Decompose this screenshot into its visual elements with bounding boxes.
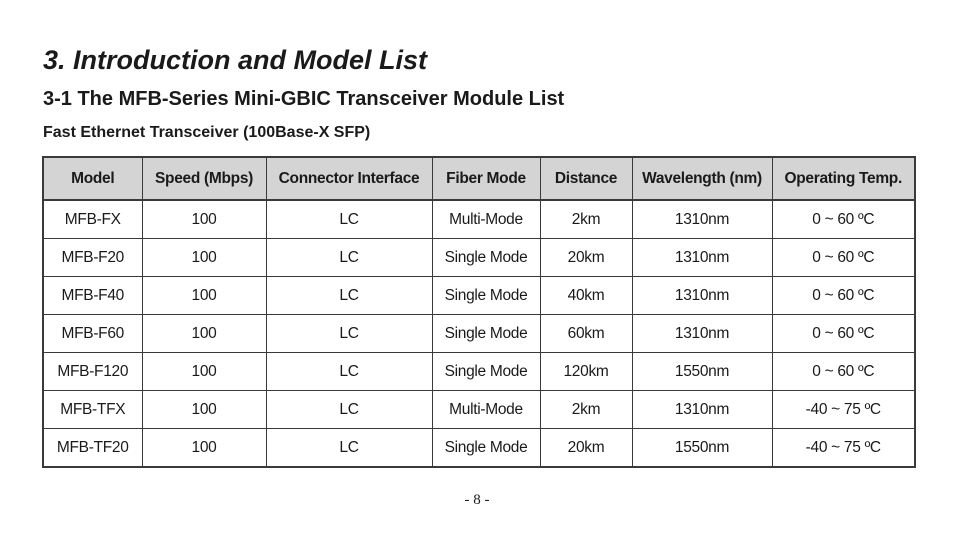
cell-operating-temp: 0 ~ 60 ºC <box>772 315 915 353</box>
table-row <box>43 239 915 277</box>
cell-fiber-mode: Single Mode <box>432 315 540 353</box>
header-distance: Distance <box>540 157 632 200</box>
table-row <box>43 353 915 391</box>
page-title: 3. Introduction and Model List <box>43 45 427 75</box>
header-wavelength: Wavelength (nm) <box>632 157 772 200</box>
model-list-table <box>42 156 916 468</box>
cell-connector: LC <box>266 391 432 429</box>
table-row <box>43 277 915 315</box>
cell-fiber-mode: Single Mode <box>432 353 540 391</box>
header-model: Model <box>43 157 142 200</box>
cell-model: MFB-TFX <box>43 391 142 429</box>
cell-operating-temp: 0 ~ 60 ºC <box>772 353 915 391</box>
table-row <box>43 200 915 239</box>
cell-fiber-mode: Single Mode <box>432 277 540 315</box>
cell-operating-temp: 0 ~ 60 ºC <box>772 277 915 315</box>
cell-model: MFB-TF20 <box>43 429 142 468</box>
cell-wavelength: 1310nm <box>632 391 772 429</box>
table-row <box>43 391 915 429</box>
header-operating-temp: Operating Temp. <box>772 157 915 200</box>
header-connector-interface: Connector Interface <box>266 157 432 200</box>
cell-connector: LC <box>266 277 432 315</box>
cell-wavelength: 1310nm <box>632 315 772 353</box>
cell-distance: 120km <box>540 353 632 391</box>
page-number: - 8 - <box>464 492 490 508</box>
cell-distance: 2km <box>540 200 632 239</box>
cell-model: MFB-F120 <box>43 353 142 391</box>
cell-wavelength: 1550nm <box>632 353 772 391</box>
cell-fiber-mode: Multi-Mode <box>432 391 540 429</box>
cell-fiber-mode: Single Mode <box>432 239 540 277</box>
cell-connector: LC <box>266 200 432 239</box>
table-header-row <box>43 157 915 200</box>
cell-connector: LC <box>266 239 432 277</box>
cell-speed: 100 <box>142 239 266 277</box>
cell-speed: 100 <box>142 429 266 468</box>
cell-speed: 100 <box>142 200 266 239</box>
cell-speed: 100 <box>142 353 266 391</box>
cell-speed: 100 <box>142 277 266 315</box>
cell-connector: LC <box>266 429 432 468</box>
cell-wavelength: 1310nm <box>632 200 772 239</box>
cell-speed: 100 <box>142 315 266 353</box>
cell-operating-temp: 0 ~ 60 ºC <box>772 239 915 277</box>
cell-fiber-mode: Multi-Mode <box>432 200 540 239</box>
cell-distance: 60km <box>540 315 632 353</box>
header-speed: Speed (Mbps) <box>142 157 266 200</box>
cell-operating-temp: -40 ~ 75 ºC <box>772 391 915 429</box>
cell-model: MFB-F40 <box>43 277 142 315</box>
cell-distance: 20km <box>540 239 632 277</box>
section-subtitle: 3-1 The MFB-Series Mini-GBIC Transceiver Module List <box>43 88 565 110</box>
cell-wavelength: 1310nm <box>632 239 772 277</box>
table-caption: Fast Ethernet Transceiver (100Base-X SFP) <box>43 124 371 141</box>
cell-model: MFB-F60 <box>43 315 142 353</box>
table-row <box>43 429 915 468</box>
cell-operating-temp: -40 ~ 75 ºC <box>772 429 915 468</box>
cell-operating-temp: 0 ~ 60 ºC <box>772 200 915 239</box>
cell-wavelength: 1550nm <box>632 429 772 468</box>
cell-distance: 40km <box>540 277 632 315</box>
cell-wavelength: 1310nm <box>632 277 772 315</box>
cell-distance: 20km <box>540 429 632 468</box>
table-row <box>43 315 915 353</box>
cell-speed: 100 <box>142 391 266 429</box>
cell-model: MFB-FX <box>43 200 142 239</box>
cell-connector: LC <box>266 315 432 353</box>
cell-model: MFB-F20 <box>43 239 142 277</box>
header-fiber-mode: Fiber Mode <box>432 157 540 200</box>
cell-fiber-mode: Single Mode <box>432 429 540 468</box>
cell-distance: 2km <box>540 391 632 429</box>
cell-connector: LC <box>266 353 432 391</box>
